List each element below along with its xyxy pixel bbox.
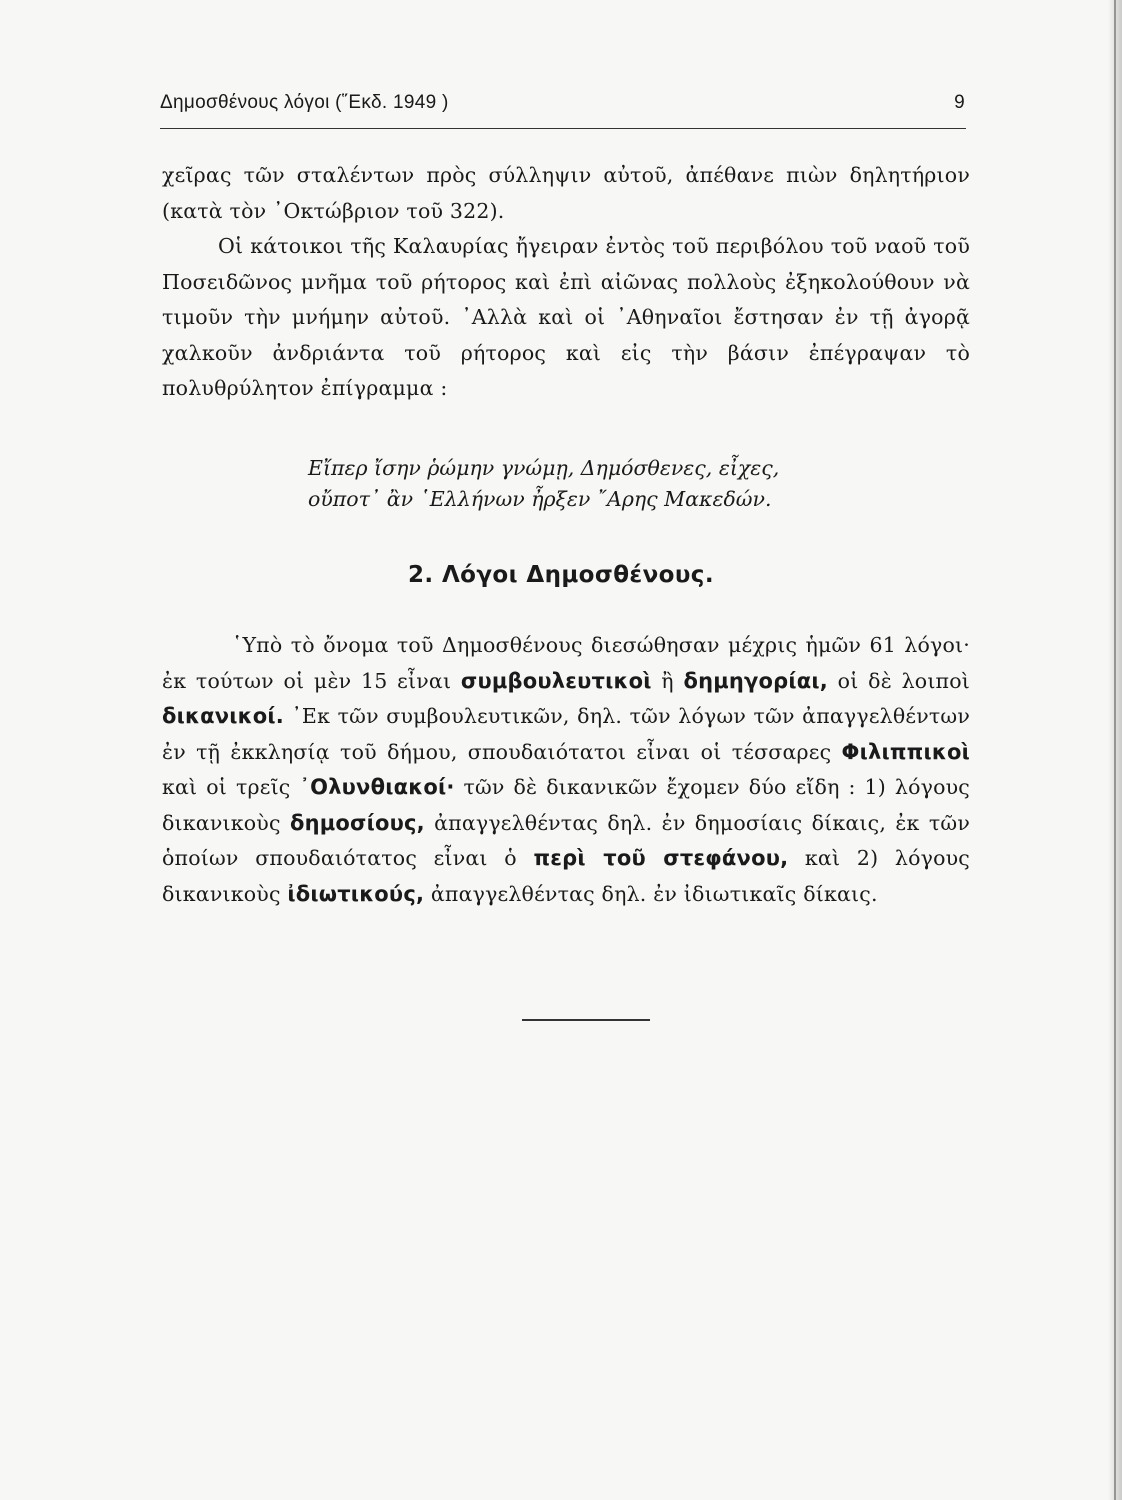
paragraph-2: Οἱ κάτοικοι τῆς Καλαυρίας ἤγειραν ἐντὸς τοῦ περιβόλου τοῦ ναοῦ τοῦ Ποσειδῶνος μνῆμα τοῦ ρήτορος καὶ ἐπὶ αἰῶνας πολλοὺς ἐξηκολούθουν νὰ τιμοῦν τὴν μνήμην αὐτοῦ. ᾿Αλλὰ καὶ οἱ ᾿Αθηναῖοι ἔστησαν ἐν τῇ ἀγορᾷ χαλκοῦν ἀνδριάντα τοῦ ρήτορος καὶ εἰς τὴν βάσιν ἐπέγραψαν τὸ πολυθρύλητον ἐπίγραμμα : [162,234,970,400]
term-symvouleutikoi: συμβουλευτικοὶ [460,668,652,693]
epigram-line-2: οὔποτ᾽ ἂν ῾Ελλήνων ἦρξεν ῎Αρης Μακεδών. [308,487,772,511]
term-peri-tou-stefanou: περὶ τοῦ στεφάνου, [533,846,789,870]
epigram-line-1: Εἴπερ ἴσην ῥώμην γνώμῃ, Δημόσθενες, εἶχες, [308,456,780,480]
page-number: 9 [954,92,965,113]
term-dimosious: δημοσίους, [289,810,425,835]
term-filippikoi: Φιλιππικοὶ [841,739,970,764]
term-idiotikous: ἰδιωτικούς, [287,881,425,906]
header-rule [160,128,966,129]
p3-text-3: οἱ δὲ λοιποὶ [827,668,971,693]
section-heading: 2. Λόγοι Δημοσθένους. [408,562,714,588]
p3-text-9: ἀπαγγελθέντας δηλ. ἐν ἰδιωτικαῖς δίκαις. [424,881,878,906]
paragraph-1: χεῖρας τῶν σταλέντων πρὸς σύλληψιν αὐτοῦ, ἀπέθανε πιὼν δηλητήριον (κατὰ τὸν ᾿Οκτώβριον τοῦ 322). [162,163,970,223]
p3-text-2: ἢ [651,668,684,693]
p3-text-6: τῶν δὲ δικανικῶν ἔχομεν δύο εἴδη : 1) λόγους δικανικοὺς [162,775,970,835]
paragraph-3 [162,628,970,912]
running-header [160,92,965,122]
p3-text-1: ῾Υπὸ τὸ ὄνομα τοῦ Δημοσθένους διεσώθησαν μέχρις ἡμῶν 61 λόγοι· ἐκ τούτων οἱ μὲν 15 εἶναι [162,633,970,693]
term-dimigoriai: δημηγορίαι, [683,668,828,693]
header-title: Δημοσθένους λόγοι (῞Εκδ. 1949 ) [160,92,449,113]
epigram [308,453,868,515]
term-dikanikoi: δικανικοί. [162,704,284,728]
section-end-rule [522,1019,650,1021]
term-olynthiakoi: ᾿Ολυνθιακοί· [299,775,455,799]
page-edge-line [1114,0,1116,1500]
p3-text-5: καὶ οἱ τρεῖς [162,775,300,799]
p3-text-4: ᾿Εκ τῶν συμβουλευτικῶν, δηλ. τῶν λόγων τῶν ἀπαγγελθέντων ἐν τῇ ἐκκλησίᾳ τοῦ δήμου, σπουδαιότατοι εἶναι οἱ τέσσαρες [162,704,970,764]
p3-text-7: ἀπαγγελθέντας δηλ. ἐν δημοσίαις δίκαις, ἐκ τῶν ὁποίων σπουδαιότατος εἶναι ὁ [162,810,970,870]
p3-text-8: καὶ 2) λόγους δικανικοὺς [162,846,970,906]
